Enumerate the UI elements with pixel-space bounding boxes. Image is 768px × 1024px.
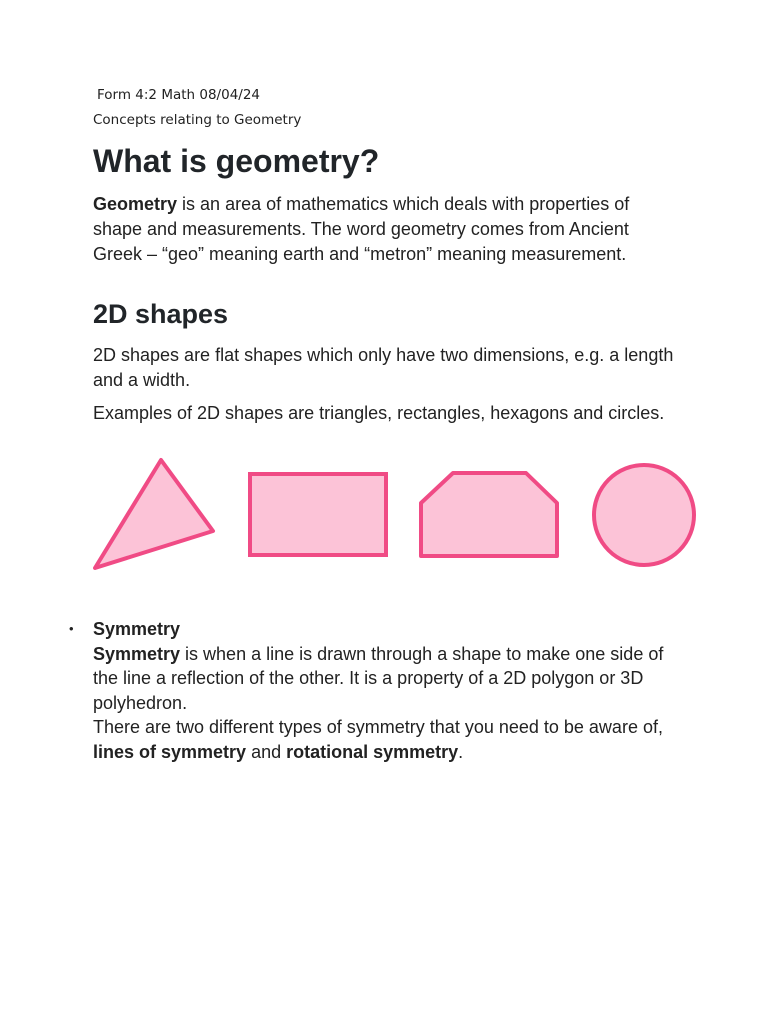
symmetry-definition-text: is when a line is drawn through a shape to make one side of the line a reflection of the other. It is a property of a 2D polygon or 3D polyhedron.: [93, 643, 664, 713]
2d-shapes-definition: 2D shapes are flat shapes which only have two dimensions, e.g. a length and a width.: [93, 345, 674, 390]
symmetry-list: [69, 617, 678, 764]
page-title: What is geometry?: [93, 143, 380, 179]
symmetry-definition: [93, 642, 678, 716]
hexagon-shape: [421, 473, 557, 556]
geometry-definition: [93, 192, 678, 267]
symmetry-types: [93, 715, 678, 764]
bullet-icon: •: [69, 621, 74, 636]
rectangle-shape: [250, 474, 386, 555]
lines-of-symmetry-term: lines of symmetry: [93, 741, 247, 762]
list-item-symmetry: [69, 617, 678, 764]
triangle-shape: [95, 460, 213, 568]
2d-shapes-examples: Examples of 2D shapes are triangles, rectangles, hexagons and circles.: [93, 403, 665, 423]
circle-shape: [594, 465, 694, 565]
form-date-line: Form 4:2 Math 08/04/24: [97, 87, 261, 103]
geometry-term: Geometry: [93, 194, 178, 214]
symmetry-types-end: .: [458, 741, 464, 762]
rotational-symmetry-term: rotational symmetry: [286, 741, 459, 762]
document-subtitle: Concepts relating to Geometry: [93, 112, 302, 128]
symmetry-types-joiner: and: [246, 741, 287, 762]
2d-shapes-illustration: [90, 455, 700, 575]
section-title-2d-shapes: 2D shapes: [93, 299, 229, 329]
geometry-definition-text: is an area of mathematics which deals with properties of shape and measurements. The word geometry comes from Ancient Greek – “geo” meaning earth and “metron” meaning measurement.: [93, 194, 630, 264]
symmetry-term: Symmetry: [93, 643, 181, 664]
symmetry-heading: Symmetry: [93, 619, 181, 639]
symmetry-types-text: There are two different types of symmetry that you need to be aware of,: [93, 717, 663, 737]
